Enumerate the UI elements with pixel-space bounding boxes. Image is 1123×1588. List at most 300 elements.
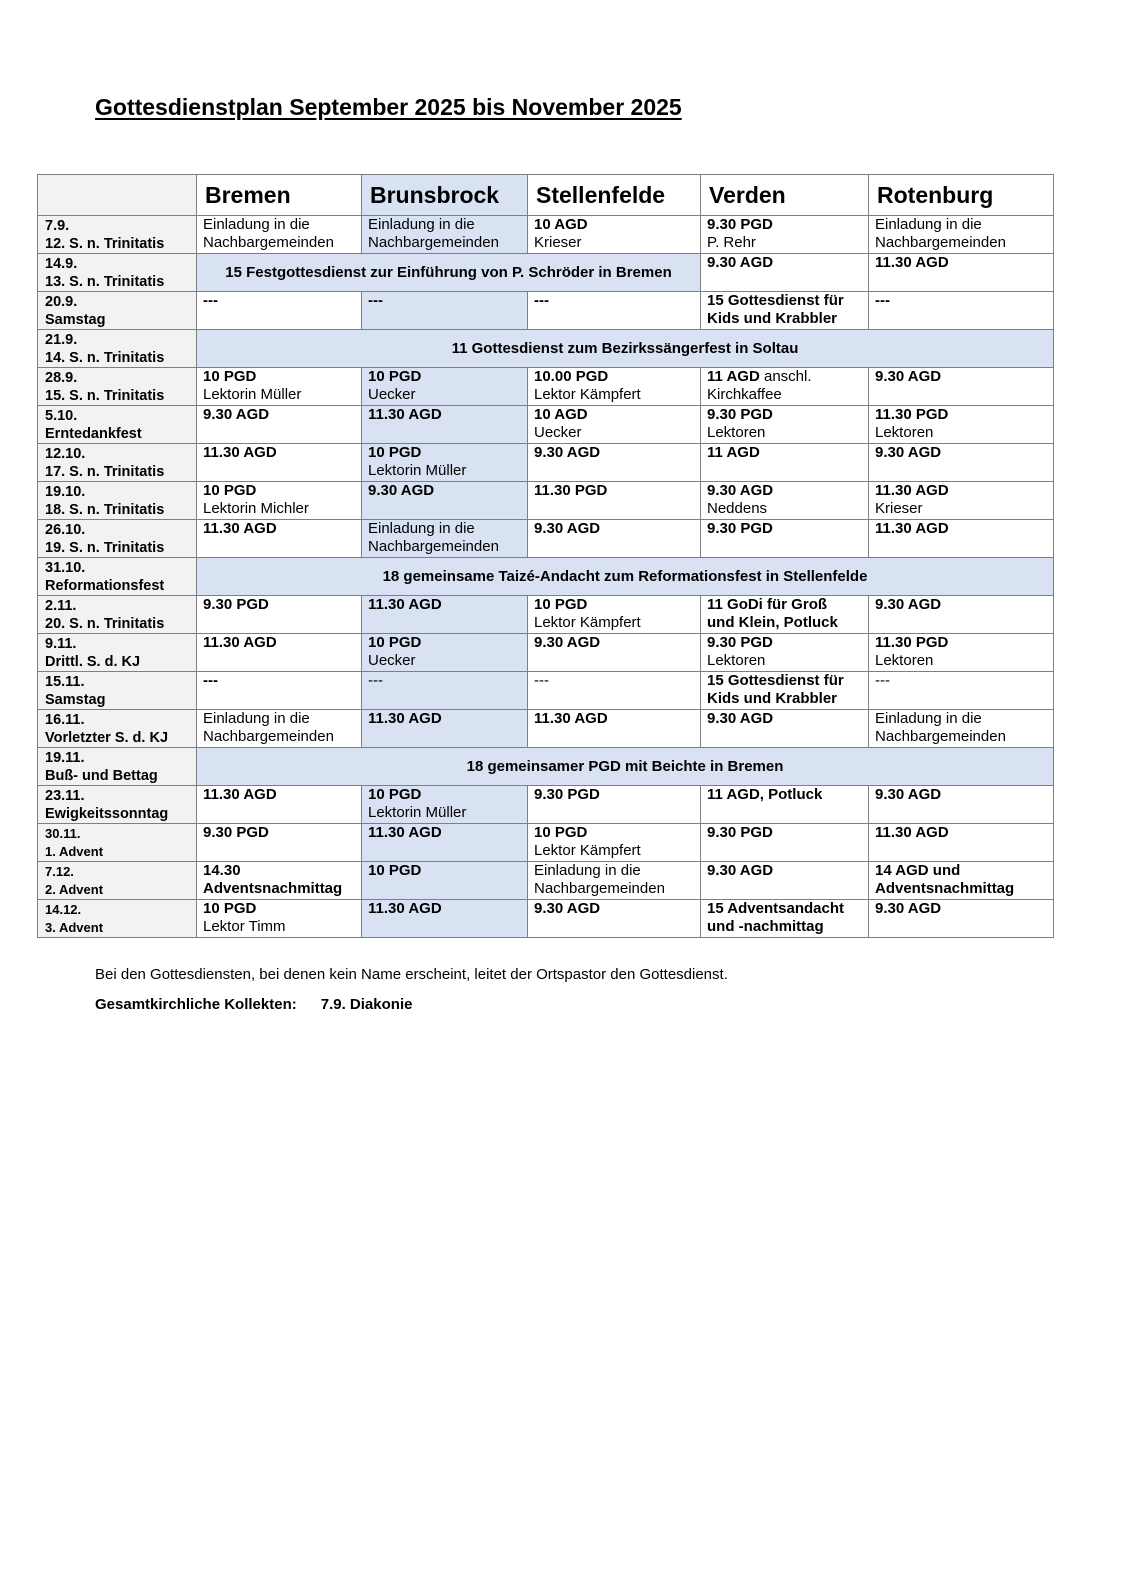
service-line-1: [534, 786, 694, 804]
service-time: 11.30 PGD: [875, 634, 949, 651]
service-cell: [528, 710, 701, 748]
date-cell: [38, 330, 197, 368]
service-line-1: [707, 292, 862, 310]
service-line-1: [203, 786, 355, 804]
service-cell: [869, 406, 1054, 444]
service-cell: [528, 368, 701, 406]
service-line-2: P. Rehr: [707, 234, 756, 251]
service-cell: [528, 406, 701, 444]
service-line-1: [534, 824, 694, 842]
service-line-1: [203, 862, 355, 880]
date-cell: [38, 862, 197, 900]
service-line-1: [875, 900, 1047, 918]
service-time: 9.30 AGD: [707, 710, 774, 727]
date-label: 31.10.: [45, 560, 86, 576]
service-time: ---: [368, 292, 383, 309]
service-cell: [197, 824, 362, 862]
service-time: 11.30 AGD: [875, 254, 949, 271]
service-line-1: [707, 786, 862, 804]
service-line-2: Kids und Krabbler: [707, 310, 838, 327]
occasion-label: 1. Advent: [45, 844, 104, 859]
service-time: 9.30 PGD: [707, 634, 773, 651]
date-cell: [38, 748, 197, 786]
service-time: 10 PGD: [203, 900, 257, 917]
service-cell: [362, 900, 528, 938]
service-time: 9.30 AGD: [203, 406, 270, 423]
date-label: 9.11.: [45, 636, 77, 652]
service-line-1: [368, 444, 521, 462]
service-line-2: Lektoren: [707, 652, 766, 669]
service-line-1: [707, 216, 862, 234]
service-time: 11.30 AGD: [875, 520, 949, 537]
date-label: 12.10.: [45, 446, 86, 462]
service-line-1: [707, 862, 862, 880]
table-row: [38, 634, 1054, 672]
service-time: 11.30 AGD: [368, 406, 442, 423]
service-line-1: [368, 596, 521, 614]
service-time: 9.30 AGD: [707, 254, 774, 271]
service-time: 14.30: [203, 862, 241, 879]
table-row: [38, 558, 1054, 596]
service-line-1: [203, 520, 355, 538]
service-line-1: [534, 292, 694, 310]
service-cell: [701, 368, 869, 406]
service-time: 11.30 AGD: [875, 482, 949, 499]
table-row: [38, 786, 1054, 824]
service-line-1: [203, 292, 355, 310]
service-time: Einladung in die: [203, 216, 310, 233]
date-cell: [38, 216, 197, 254]
table-row: [38, 596, 1054, 634]
occasion-label: Erntedankfest: [45, 426, 142, 442]
service-time: 10 PGD: [534, 596, 588, 613]
column-header-stellenfelde: Stellenfelde: [528, 175, 701, 216]
service-time: 9.30 PGD: [534, 786, 600, 803]
service-line-1: [368, 406, 521, 424]
collections-label: Gesamtkirchliche Kollekten:: [95, 996, 297, 1013]
service-time: 10 AGD: [534, 216, 588, 233]
service-line-2: Nachbargemeinden: [875, 234, 1006, 251]
service-time: 11 AGD, Potluck: [707, 786, 823, 803]
service-cell: [869, 862, 1054, 900]
service-cell: [197, 292, 362, 330]
service-cell: [528, 482, 701, 520]
page-title: Gottesdienstplan September 2025 bis November 2025: [95, 94, 682, 120]
service-time: ---: [875, 292, 890, 309]
occasion-label: 20. S. n. Trinitatis: [45, 616, 165, 632]
service-time: 11.30 AGD: [875, 824, 949, 841]
service-cell: [869, 900, 1054, 938]
table-row: [38, 254, 1054, 292]
service-cell: [701, 596, 869, 634]
service-cell: [362, 672, 528, 710]
service-time: Einladung in die: [534, 862, 641, 879]
service-time: 11 AGD: [707, 444, 760, 461]
service-line-1: [875, 520, 1047, 538]
service-time: 9.30 PGD: [707, 824, 773, 841]
service-line-1: [875, 786, 1047, 804]
service-line-2: und -nachmittag: [707, 918, 824, 935]
service-time: 9.30 PGD: [203, 824, 269, 841]
occasion-label: Drittl. S. d. KJ: [45, 654, 141, 670]
service-cell: [197, 710, 362, 748]
service-line-1: [368, 292, 521, 310]
service-cell: [701, 786, 869, 824]
service-line-2: Krieser: [875, 500, 923, 517]
service-line-1: [875, 406, 1047, 424]
service-line-2: Lektoren: [707, 424, 766, 441]
service-line-1: [203, 482, 355, 500]
service-time: 9.30 AGD: [707, 862, 774, 879]
service-line-2: Nachbargemeinden: [203, 728, 334, 745]
service-time: ---: [203, 672, 218, 689]
service-time: 9.30 AGD: [707, 482, 774, 499]
service-cell: [528, 900, 701, 938]
service-line-2: Neddens: [707, 500, 768, 517]
service-time: 11.30 PGD: [534, 482, 608, 499]
service-time: 9.30 AGD: [875, 900, 942, 917]
service-line-1: [534, 406, 694, 424]
service-line-2: Uecker: [368, 386, 416, 403]
service-line-1: [707, 254, 862, 272]
service-line-1: [534, 368, 694, 386]
service-time: 10 PGD: [368, 786, 422, 803]
service-cell: [528, 292, 701, 330]
service-cell: [869, 520, 1054, 558]
service-time: 10 AGD: [534, 406, 588, 423]
service-cell: [362, 368, 528, 406]
service-line-2: Lektor Kämpfert: [534, 614, 641, 631]
service-line-1: [534, 900, 694, 918]
service-cell: [362, 710, 528, 748]
service-line-1: [534, 444, 694, 462]
service-note: anschl.: [759, 368, 812, 385]
occasion-label: 14. S. n. Trinitatis: [45, 350, 165, 366]
collections-value: 7.9. Diakonie: [320, 996, 413, 1013]
service-line-1: [707, 634, 862, 652]
service-cell: [869, 824, 1054, 862]
service-time: 11.30 AGD: [368, 900, 442, 917]
service-cell: [869, 634, 1054, 672]
service-line-2: Nachbargemeinden: [534, 880, 665, 897]
service-time: 10 PGD: [368, 444, 422, 461]
service-cell: [197, 406, 362, 444]
service-line-1: [707, 482, 862, 500]
header-row: [38, 175, 1054, 216]
service-cell: [701, 292, 869, 330]
service-line-2: Uecker: [368, 652, 416, 669]
service-line-2: Lektor Kämpfert: [534, 386, 641, 403]
table-row: [38, 406, 1054, 444]
table-row: [38, 292, 1054, 330]
service-line-1: [203, 216, 355, 234]
collections-line: [95, 996, 412, 1013]
service-cell: [701, 254, 869, 292]
date-label: 5.10.: [45, 408, 78, 424]
service-time: 15 Gottesdienst für: [707, 292, 844, 309]
service-cell: [197, 216, 362, 254]
service-cell: [197, 862, 362, 900]
service-line-1: [368, 824, 521, 842]
table-row: [38, 368, 1054, 406]
date-cell: [38, 710, 197, 748]
service-time: Einladung in die: [368, 216, 475, 233]
service-cell: [197, 634, 362, 672]
service-cell: [869, 368, 1054, 406]
service-line-2: Lektorin Müller: [203, 386, 302, 403]
service-time: Einladung in die: [368, 520, 475, 537]
date-label: 26.10.: [45, 522, 86, 538]
service-line-1: [534, 862, 694, 880]
service-cell: [362, 520, 528, 558]
service-time: 15 Gottesdienst für: [707, 672, 844, 689]
service-line-2: Lektor Kämpfert: [534, 842, 641, 859]
service-line-1: [203, 596, 355, 614]
service-time: 11 AGD: [707, 368, 760, 385]
service-time: 10 PGD: [534, 824, 588, 841]
service-time: 10 PGD: [368, 862, 422, 879]
date-cell: [38, 292, 197, 330]
service-cell: [869, 292, 1054, 330]
service-line-1: [875, 710, 1047, 728]
service-line-1: [707, 672, 862, 690]
date-cell: [38, 672, 197, 710]
occasion-label: 3. Advent: [45, 920, 104, 935]
service-cell: [362, 596, 528, 634]
service-cell: [362, 634, 528, 672]
occasion-label: 2. Advent: [45, 882, 104, 897]
service-line-1: [368, 216, 521, 234]
service-time: 11.30 AGD: [368, 824, 442, 841]
service-line-1: [368, 710, 521, 728]
service-time: 11.30 AGD: [203, 520, 277, 537]
service-cell: [701, 634, 869, 672]
joint-service-cell: 11 Gottesdienst zum Bezirkssängerfest in Soltau: [197, 330, 1054, 368]
service-time: 11.30 AGD: [203, 786, 277, 803]
service-time: ---: [534, 292, 549, 309]
service-cell: [362, 216, 528, 254]
service-cell: [869, 710, 1054, 748]
service-time: 9.30 AGD: [534, 444, 601, 461]
date-label: 21.9.: [45, 332, 78, 348]
service-time: 9.30 AGD: [534, 634, 601, 651]
service-line-1: [707, 900, 862, 918]
date-cell: [38, 254, 197, 292]
service-line-2: Lektorin Müller: [368, 804, 467, 821]
service-time: 9.30 PGD: [707, 406, 773, 423]
service-cell: [701, 406, 869, 444]
service-time: 9.30 AGD: [875, 786, 942, 803]
date-cell: [38, 444, 197, 482]
occasion-label: 13. S. n. Trinitatis: [45, 274, 165, 290]
service-cell: [528, 444, 701, 482]
date-cell: [38, 900, 197, 938]
service-line-1: [368, 786, 521, 804]
date-label: 30.11.: [45, 826, 81, 841]
service-cell: [528, 596, 701, 634]
service-line-1: [875, 634, 1047, 652]
service-line-2: Nachbargemeinden: [368, 538, 499, 555]
service-line-1: [707, 596, 862, 614]
service-line-1: [368, 900, 521, 918]
service-time: 9.30 AGD: [875, 444, 942, 461]
occasion-label: 19. S. n. Trinitatis: [45, 540, 165, 556]
occasion-label: 18. S. n. Trinitatis: [45, 502, 165, 518]
service-cell: [528, 634, 701, 672]
service-time: ---: [368, 672, 383, 689]
occasion-label: 17. S. n. Trinitatis: [45, 464, 165, 480]
occasion-label: Samstag: [45, 692, 106, 708]
service-line-1: [534, 216, 694, 234]
service-line-1: [368, 368, 521, 386]
service-time: 11.30 PGD: [875, 406, 949, 423]
service-time: 11 GoDi für Groß: [707, 596, 828, 613]
service-cell: [362, 444, 528, 482]
date-label: 15.11.: [45, 674, 85, 690]
service-time: 10 PGD: [203, 482, 257, 499]
date-label: 2.11.: [45, 598, 77, 614]
service-time: Einladung in die: [875, 710, 982, 727]
service-time: 9.30 AGD: [875, 596, 942, 613]
service-line-1: [368, 672, 521, 690]
occasion-label: Ewigkeitssonntag: [45, 806, 169, 822]
service-line-1: [203, 710, 355, 728]
service-line-1: [707, 444, 862, 462]
joint-service-cell: 15 Festgottesdienst zur Einführung von P. Schröder in Bremen: [197, 254, 701, 292]
service-time: 9.30 AGD: [368, 482, 435, 499]
table-row: [38, 672, 1054, 710]
table-row: [38, 482, 1054, 520]
column-header-bremen: Bremen: [197, 175, 362, 216]
service-cell: [701, 482, 869, 520]
column-header-rotenburg: Rotenburg: [869, 175, 1054, 216]
service-cell: [197, 482, 362, 520]
service-time: 11.30 AGD: [203, 634, 277, 651]
date-cell: [38, 558, 197, 596]
table-row: [38, 444, 1054, 482]
service-cell: [701, 710, 869, 748]
service-cell: [528, 786, 701, 824]
occasion-label: Samstag: [45, 312, 106, 328]
service-line-2: Adventsnachmittag: [875, 880, 1015, 897]
service-line-2: Nachbargemeinden: [203, 234, 334, 251]
occasion-label: Buß- und Bettag: [45, 768, 158, 784]
service-line-2: Kids und Krabbler: [707, 690, 838, 707]
service-time: 11.30 AGD: [368, 710, 442, 727]
service-line-2: Lektoren: [875, 424, 934, 441]
date-cell: [38, 786, 197, 824]
date-cell: [38, 634, 197, 672]
service-cell: [869, 216, 1054, 254]
table-row: [38, 330, 1054, 368]
service-time: 10 PGD: [368, 368, 422, 385]
service-time: 14 AGD und: [875, 862, 961, 879]
table-row: [38, 520, 1054, 558]
service-cell: [701, 824, 869, 862]
service-cell: [869, 786, 1054, 824]
service-line-1: [534, 482, 694, 500]
service-line-2: Lektorin Michler: [203, 500, 309, 517]
service-line-1: [203, 634, 355, 652]
service-line-1: [203, 406, 355, 424]
service-line-1: [203, 444, 355, 462]
service-time: 15 Adventsandacht: [707, 900, 844, 917]
service-time: 9.30 PGD: [707, 520, 773, 537]
service-line-2: Uecker: [534, 424, 582, 441]
service-cell: [197, 900, 362, 938]
service-cell: [528, 672, 701, 710]
service-line-1: [875, 672, 1047, 690]
service-cell: [362, 406, 528, 444]
service-cell: [869, 596, 1054, 634]
service-time: ---: [203, 292, 218, 309]
service-cell: [197, 520, 362, 558]
service-line-2: Nachbargemeinden: [368, 234, 499, 251]
service-line-1: [534, 634, 694, 652]
joint-service-cell: 18 gemeinsamer PGD mit Beichte in Bremen: [197, 748, 1054, 786]
column-header-verden: Verden: [701, 175, 869, 216]
date-cell: [38, 596, 197, 634]
service-line-1: [875, 292, 1047, 310]
date-label: 20.9.: [45, 294, 78, 310]
joint-service-cell: 18 gemeinsame Taizé-Andacht zum Reformationsfest in Stellenfelde: [197, 558, 1054, 596]
service-line-2: Nachbargemeinden: [875, 728, 1006, 745]
service-cell: [528, 216, 701, 254]
service-line-1: [707, 710, 862, 728]
service-line-1: [203, 900, 355, 918]
column-header-brunsbrock: Brunsbrock: [362, 175, 528, 216]
service-time: 9.30 AGD: [875, 368, 942, 385]
service-cell: [362, 482, 528, 520]
service-line-1: [707, 824, 862, 842]
service-cell: [197, 672, 362, 710]
service-line-1: [875, 216, 1047, 234]
date-cell: [38, 824, 197, 862]
service-cell: [528, 520, 701, 558]
schedule-table: [37, 174, 1054, 938]
service-line-1: [534, 672, 694, 690]
date-label: 7.9.: [45, 218, 70, 234]
date-label: 23.11.: [45, 788, 85, 804]
service-line-2: Lektorin Müller: [368, 462, 467, 479]
service-line-1: [534, 710, 694, 728]
service-time: 11.30 AGD: [368, 596, 442, 613]
service-cell: [362, 786, 528, 824]
service-line-1: [368, 862, 521, 880]
service-time: 9.30 AGD: [534, 900, 601, 917]
service-time: 10 PGD: [203, 368, 257, 385]
date-label: 16.11.: [45, 712, 85, 728]
service-cell: [197, 786, 362, 824]
occasion-label: 12. S. n. Trinitatis: [45, 236, 165, 252]
service-time: 9.30 AGD: [534, 520, 601, 537]
corner-cell: [38, 175, 197, 216]
service-cell: [701, 444, 869, 482]
date-cell: [38, 520, 197, 558]
service-time: 9.30 PGD: [203, 596, 269, 613]
table-row: [38, 710, 1054, 748]
service-cell: [869, 482, 1054, 520]
service-line-1: [368, 634, 521, 652]
date-label: 19.10.: [45, 484, 86, 500]
service-cell: [528, 862, 701, 900]
table-row: [38, 824, 1054, 862]
service-line-1: [203, 672, 355, 690]
table-row: [38, 900, 1054, 938]
footnote: Bei den Gottesdiensten, bei denen kein Name erscheint, leitet der Ortspastor den Gottesdienst.: [95, 966, 728, 983]
service-line-1: [203, 368, 355, 386]
service-time: 11.30 AGD: [203, 444, 277, 461]
